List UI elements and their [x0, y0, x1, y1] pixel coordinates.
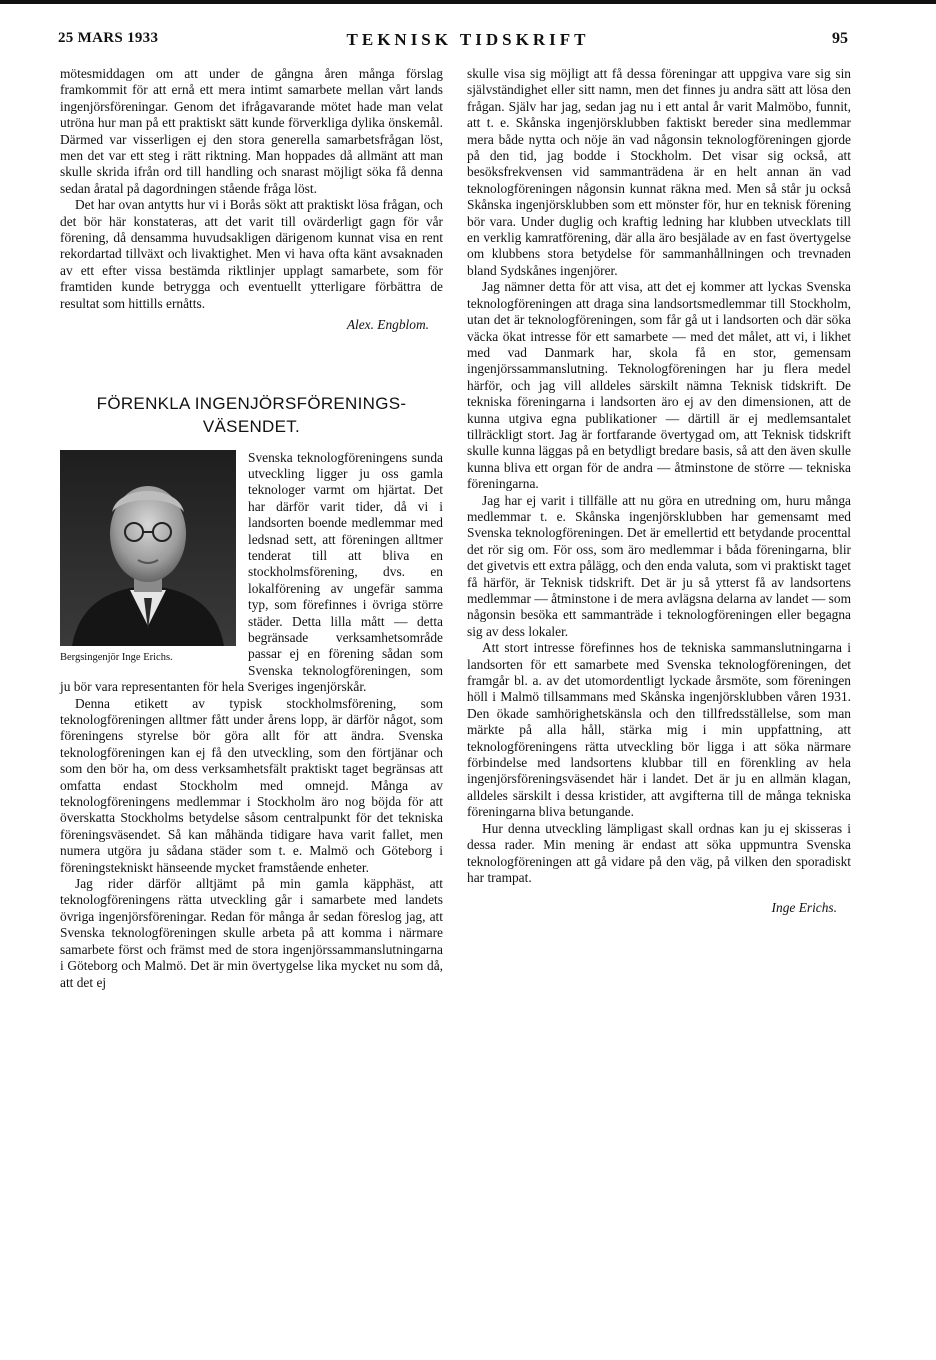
paragraph: Jag har ej varit i tillfälle att nu göra en utredning om, huru många medlemmar t. e. Skånska ingenjörsklubben har gemensamt med Svenska teknologföreningen. Det är emellertid ett betydande procenttal det rör sig om. För oss, som äro medlemmar i båda föreningarna, blir det givetvis ett extra pålägg, och den enda valuta, som vi praktiskt taget få härför, är Teknisk tidskrift. Det är ju så ytterst få av landsortens medlemmar — åtminstone i de mera avlägsna delarna av landet — som någonsin besöka ett sammanträde i teknologföreningen eller begagna sig av dess lokaler. — [467, 492, 851, 639]
author-signature: Inge Erichs. — [771, 900, 837, 916]
left-column — [60, 66, 443, 991]
issue-date: 25 MARS 1933 — [58, 30, 159, 46]
author-signature: Alex. Engblom. — [346, 317, 429, 333]
journal-title: TEKNISK TIDSKRIFT — [346, 30, 590, 49]
paragraph: Det har ovan antytts hur vi i Borås sökt att praktiskt lösa frågan, och det bör här konstateras, att det varit till ovärderligt gagn för vår förening, då densamma huvudsakligen därigenom kunnat visa en rent rekordartad tillväxt och livaktighet. Men vi hava ofta känt avsaknaden av ett efter vissa bestämda riktlinjer upplagt samarbete, som för framtiden kunde betrygga och eventuellt ytterligare förbättra de resultat som hittills ernåtts. — [60, 197, 443, 311]
page-header — [0, 30, 936, 54]
portrait-figure — [60, 450, 238, 664]
paragraph: Jag nämner detta för att visa, att det ej kommer att lyckas Svenska teknologföreningen att draga sina landsortsmedlemmar till Stockholm, utan det är teknologföreningen, som får gå ut i landsorten och där söka väcka ökat intresse för ett samarbete — med det målet, att vi, i likhet med vad Danmark har, skola få en stor, gemensam ingenjörssammanslutning. Teknologföreningen har ju flera medel härför, och jag vill alldeles särskilt nämna Teknisk tidskrift. De tekniska föreningarna i landsorten äro ej av den dimensionen, att de kunna utgiva egna publikationer — därtill är ej medlemsantalet tillräckligt stort. Jag är fortfarande övertygad om, att Teknisk tidskrift skulle kunna läggas på en betydligt bredare basis, så att den även skulle kunna bliva ett organ för de andra — åtminstone de större — tekniska föreningarna. — [467, 279, 851, 492]
paragraph: mötesmiddagen om att under de gångna åren många förslag framkommit för att ernå ett mera intimt samarbete mellan vårt lands ingenjörsföreningar. Genom det ifrågavarande mötet hade man velat utröna hur man på ett praktiskt sätt kunde förverkliga dylika önskemål. Därmed var visserligen ej den stora generella samarbetsfrågan löst, men det var ett steg i rätt riktning. Man hoppades då allmänt att man skulle skrida ifrån ord till handling och snarast möjligt söka få denna sedan åratal på dagordningen stående fråga löst. — [60, 66, 443, 196]
paragraph: Jag rider därför alltjämt på min gamla käpphäst, att teknologföreningens rätta utveckling går i samarbete med landets övriga ingenjörsföreningar. Redan för många år sedan föreslog jag, att Svenska teknologföreningen skulle arbeta på att komma i närmare samarbete först och främst med de stora ingenjörssammanslutningarna i Göteborg och Malmö. Det är min övertygelse lika mycket nu som då, att det ej — [60, 876, 443, 990]
portrait-caption: Bergsingenjör Inge Erichs. — [60, 651, 173, 663]
paragraph: skulle visa sig möjligt att få dessa föreningar att uppgiva vare sig sin självständighet eller sitt namn, men det finnes ju andra sätt att lösa den frågan. Själv har jag, sedan jag nu i ett antal år varit Malmöbo, funnit, att t. e. Skånska ingenjörsklubben faktiskt bereder sina medlemmar mera både nytta och nöje än vad någonsin teknologföreningen gjorde på den tid, jag bodde i Stockholm. Det visar sig också, att besöksfrekvensen vid sammanträdena är en helt annan än vad teknologföreningen någonsin kunnat räkna med. Men så står ju också Skånska ingenjörsklubben som ett mönster för, hur en teknisk förening bör vara. Under duglig och kraftig ledning har klubben utvecklats till en verklig kamratförening, där alla äro besjälade av en fast övertygelse om klubbens stora betydelse för sammanhållningen och trevnaden bland Sydskånes ingenjörer. — [467, 66, 851, 278]
paragraph: Svenska teknologföreningens sunda utveckling ligger ju oss gamla teknologer varmt om hjärtat. Det har därför varit tider, då vi i landsorten boende medlemmar med ledsnad sett, att föreningen alltmer tenderat till att bliva en stockholmsförening, dvs. en lokalförening av ungefär samma typ, som förefinnes i övriga större städer. Detta lilla mått — detta begränsade verksamhetsområde passar ej en förening sådan som Svenska teknologföreningen, som ju bör vara representanten för hela Sveriges ingenjörskår. — [60, 449, 443, 695]
top-rule — [0, 0, 936, 4]
right-column — [467, 66, 851, 917]
article-heading-line: VÄSENDET. — [202, 416, 301, 436]
article-heading — [60, 392, 443, 438]
article-heading-line: FÖRENKLA INGENJÖRSFÖRENINGS- — [96, 393, 407, 413]
portrait-photo-icon — [60, 450, 236, 646]
paragraph: Hur denna utveckling lämpligast skall ordnas kan ju ej skisseras i dessa rader. Min mening är endast att söka uppmuntra Svenska teknologföreningen att gå vidare på den väg, på vilken den sporadiskt har trampat. — [467, 820, 851, 885]
page-number: 95 — [832, 30, 848, 47]
paragraph: Denna etikett av typisk stockholmsförening, som teknologföreningen alltmer fått under årens lopp, är därför något, som föreningens styrelse bör göra allt för att ändra. Svenska teknologföreningen kan ej få den utveckling, som den förtjänar och som den bör ha, om dess verksamhetsfält praktiskt taget begränsas att omfatta endast Stockholm med omnejd. Många av teknologföreningens medlemmar i Stockholm äro nog böjda för att överskatta Stockholms betydelse såsom centralpunkt för det tekniska föreningsväsendet. Så kan måhända tidigare hava varit fallet, men numera utgöra ju sådana städer som t. e. Malmö och Göteborg i föreningstekniskt hänseende mycket framstående enheter. — [60, 695, 443, 875]
paragraph: Att stort intresse förefinnes hos de tekniska sammanslutningarna i landsorten för ett samarbete med Svenska teknologföreningen, det framgår bl. a. av det utomordentligt lyckade årsmöte, som föreningen höll i Malmö tillsammans med Skånska ingenjörsklubben våren 1931. Den ökade samhörighetskänsla och den tillfredsställelse, som man märkte på alla håll, stärka mig i min uppfattning, att teknologföreningens rätta utveckling bör ligga i att söka närmare förbindelse med landsortens klubbar till en förenkling av hela ingenjörsföreningsväsendet här i landet. Det är ju en allmän klagan, alldeles särskilt i dessa kristider, att avgifterna till de många tekniska föreningarna bliva betungande. — [467, 640, 851, 820]
